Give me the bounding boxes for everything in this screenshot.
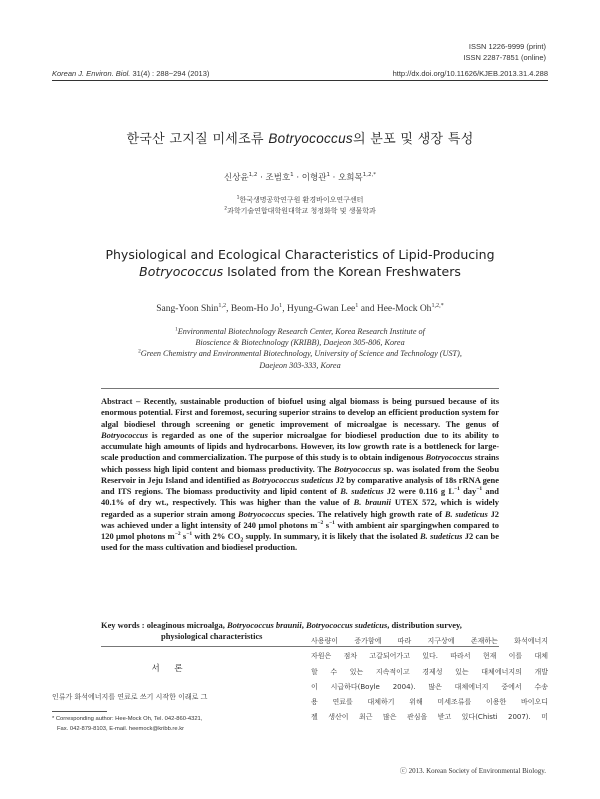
korean-affiliation-1: $^1$한국생명공학연구원 환경바이오연구센터 <box>236 195 364 204</box>
issn-online: ISSN 2287-7851 (online) <box>463 52 546 62</box>
issn-print: ISSN 1226-9999 (print) <box>468 42 546 51</box>
abstract-label: Abstract <box>101 396 133 406</box>
keywords-label: Key words : <box>101 620 147 630</box>
english-affiliation-2: $^2$Green Chemistry and Environmental Biotechnology, University of Science and Technology (UST), <box>138 348 462 359</box>
corresponding-author-footnote: * Corresponding author: Hee-Mock Oh, Tel. 042-860-4321, Fax. 042-879-8103, E-mail. heemock@kribb.re.kr <box>52 716 203 732</box>
footnote-rule <box>52 711 107 712</box>
introduction-left-column: 인류가 화석에너지를 연료로 쓰기 시작한 이래로 그 <box>52 693 208 701</box>
abstract-top-rule <box>101 388 499 389</box>
english-authors: Sang-Yoon Shin$^{1,2}$, Beom-Ho Jo$^1$, Hyung-Gwan Lee$^1$ and Hee-Mock $Oh^{1,2,*}$ <box>156 302 444 314</box>
english-affiliations: $^1$Environmental Biotechnology Research Center, Korea Research Institute of Bioscience & Biotechnology (KRIBB), Daejeon 305-806, Korea $^2$Green Chemistry and Environmental Biotechnology, University of Science and Technology (UST), Daejeon 303-333, Korea <box>40 326 560 371</box>
keywords: Key words : oleaginous microalga, Botryococcus braunii, Botryococcus sudeticus, distribution survey, physiological characteristics <box>101 620 462 642</box>
paragraph-line: 할 수 있는 지속적이고 경제성 있는 대체에너지의 개발 <box>311 667 548 676</box>
paragraph-line: 젤 생산이 최근 많은 관심을 받고 있다(Chisti 2007). 미 <box>311 713 548 722</box>
issn-block <box>463 42 546 63</box>
paragraph-line: 이 시급하다(Boyle 2004). 많은 대체에너지 중에서 수송 <box>311 682 548 691</box>
journal-citation-line <box>52 69 209 78</box>
paragraph-line: 사용량이 증가함에 따라 지구상에 존재하는 화석에너지 <box>311 637 548 645</box>
journal-header-bar <box>52 69 548 81</box>
abstract: Abstract – Recently, sustainable production of biofuel using algal biomass is being pursued because of its enormous potential. First and foremost, securing superior strains to develop an efficient production system for algal biodiesel through screening or genetic improvement of microalgae is necessary. The genus of Botryococcus is regarded as one of the superior microalgae for biodiesel production due to its ability to accumulate high amounts of lipids and hydrocarbons. However, its low growth rate is a bottleneck for large-scale production and commercialization. The purpose of this study is to obtain indigenous Botryococcus strains which possess high lipid content and biomass productivity. The Botryococcus sp. was isolated from the Seobu Reservoir in Jeju Island and identified as Botryococcus sudeticus J2 by comparative analysis of 18s rRNA gene and ITS regions. The biomass productivity and lipid content of B. sudeticus J2 were 0.116 g $L^{-1}$ day$^{-1}$ and 40.1% of dry wt., respectively. This was higher than the value of B. braunii UTEX 572, which is widely regarded as a superior strain among Botryococcus species. The relatively high growth rate of B. sudeticus J2 was achieved under a light intensity of 240 μmol photons $m^{-2}$ $s^{-1}$ with ambient air spargingwhen compared to 120 μmol photons $m^{-2}$ $s^{-1}$ with 2% $CO_2$ supply. In summary, it is likely that the isolated B. sudeticus J2 can be used for the mass cultivation and biodiesel production. <box>101 396 500 553</box>
copyright-notice: ⓒ 2013. Korean Society of Environmental Biology. <box>399 767 546 775</box>
korean-affiliation-2: $^2$과학기술연합대학원대학교 청정화학 및 생물학과 <box>224 206 376 215</box>
journal-name: Korean J. Environ. Biol. <box>52 69 131 78</box>
doi-link[interactable]: http://dx.doi.org/10.11626/KJEB.2013.31.4.288 <box>392 69 548 78</box>
english-title-genus: Botryococcus <box>139 264 224 279</box>
paragraph-line: 자원은 점차 고갈되어가고 있다. 따라서 현재 이를 대체 <box>311 652 548 661</box>
introduction-right-column <box>311 634 548 726</box>
english-affiliation-1: $^1$Environmental Biotechnology Research Center, Korea Research Institute of <box>175 326 425 336</box>
korean-authors: 신상윤$^{1,2}$ · 조범호$^1$ · 이형관$^1$ · 오희목$^{1,2,*}$ <box>224 172 376 183</box>
introduction-heading: 서 론 <box>151 664 189 674</box>
english-title: Physiological and Ecological Characteristics of Lipid-Producing Botryococcus Isolated from the Korean Freshwaters <box>105 247 495 279</box>
korean-title-genus: Botryococcus <box>268 131 353 146</box>
paragraph-line: 용 연료를 대체하기 위해 미세조류를 이용한 바이오디 <box>311 698 548 707</box>
journal-citation: 31(4) : 288~294 (2013) <box>132 69 210 78</box>
korean-title: 한국산 고지질 미세조류 Botryococcus의 분포 및 생장 특성 <box>126 131 474 147</box>
